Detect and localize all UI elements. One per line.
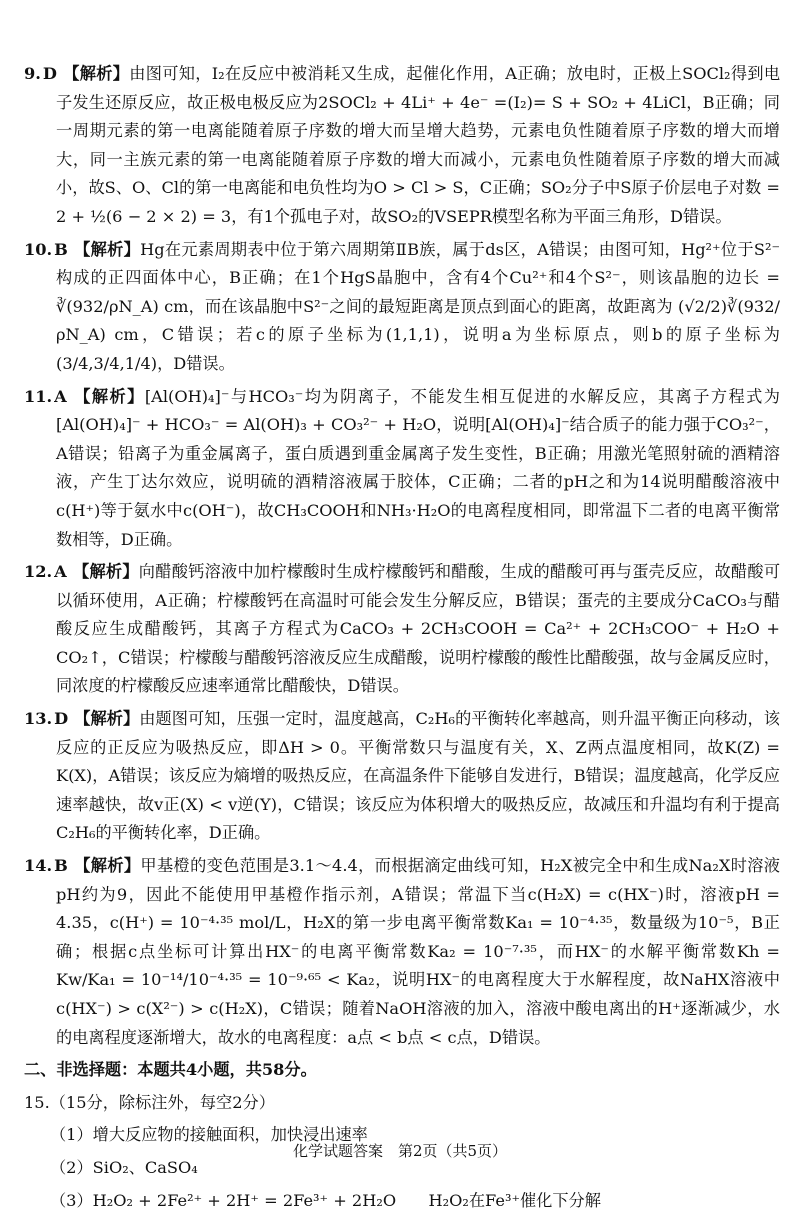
question-15-answer-3: （3）H₂O₂ + 2Fe²⁺ + 2H⁺ = 2Fe³⁺ + 2H₂O H₂O₂在Fe³⁺催化下分解 — [50, 1190, 601, 1210]
answer-letter: A — [54, 386, 67, 406]
question-13-explanation — [24, 705, 780, 848]
section-title: 二、非选择题：本题共4小题，共58分。 — [24, 1060, 317, 1080]
question-number: 10. — [24, 239, 53, 259]
analysis-tag: 【解析】 — [73, 239, 141, 259]
question-number: 9. — [24, 64, 41, 83]
answer-letter: A — [54, 562, 67, 582]
question-number: 14. — [24, 856, 53, 876]
analysis-tag: 【解析】 — [72, 386, 145, 406]
analysis-tag: 【解析】 — [62, 64, 130, 83]
question-14-explanation — [24, 852, 780, 1052]
analysis-tag: 【解析】 — [72, 562, 139, 582]
explanation-text: 向醋酸钙溶液中加柠檬酸时生成柠檬酸钙和醋酸，生成的醋酸可再与蛋壳反应，故醋酸可以循环使用，A正确；柠檬酸钙在高温时可能会发生分解反应，B错误；蛋壳的主要成分CaCO₃与醋酸反应生成醋酸钙，其离子方程式为CaCO₃ + 2CH₃COOH = Ca²⁺ + 2CH₃COO⁻ + H₂O + CO₂↑，C错误；柠檬酸与醋酸钙溶液反应生成醋酸，说明柠檬酸的酸性比醋酸强，故与金属反应时，同浓度的柠檬酸反应速率通常比醋酸快，D错误。 — [56, 562, 781, 696]
question-15-header: 15.（15分，除标注外，每空2分） — [24, 1092, 275, 1112]
question-number: 13. — [24, 709, 53, 729]
question-number: 11. — [24, 386, 53, 406]
explanation-text: 甲基橙的变色范围是3.1～4.4，而根据滴定曲线可知，H₂X被完全中和生成Na₂X时溶液pH约为9，因此不能使用甲基橙作指示剂，A错误；常温下当c(H₂X) = c(HX⁻)时，溶液pH = 4.35，c(H⁺) = 10⁻⁴·³⁵ mol/L，H₂X的第一步电离平衡常数Ka₁ = 10⁻⁴·³⁵，数量级为10⁻⁵，B正确；根据c点坐标可计算出HX⁻的电离平衡常数Ka₂ = 10⁻⁷·³⁵，而HX⁻的水解平衡常数Kh = Kw/Ka₁ = 10⁻¹⁴/10⁻⁴·³⁵ = 10⁻⁹·⁶⁵ < Ka₂，说明HX⁻的电离程度大于水解程度，故NaHX溶液中c(HX⁻) > c(X²⁻) > c(H₂X)，C错误；随着NaOH溶液的加入，溶液中酸电离出的H⁺逐渐减少，水的电离程度逐渐增大，故水的电离程度：a点 < b点 < c点，D错误。 — [56, 856, 780, 1047]
explanation-text: [Al(OH)₄]⁻与HCO₃⁻均为阴离子，不能发生相互促进的水解反应，其离子方程式为[Al(OH)₄]⁻ + HCO₃⁻ = Al(OH)₃ + CO₃²⁻ + H₂O，说明[Al(OH)₄]⁻结合质子的能力强于CO₃²⁻，A错误；铅离子为重金属离子，蛋白质遇到重金属离子发生变性，B正确；用激光笔照射硫的酒精溶液，产生丁达尔效应，说明硫的酒精溶液属于胶体，C正确；二者的pH之和为14说明醋酸溶液中c(H⁺)等于氨水中c(OH⁻)，故CH₃COOH和NH₃·H₂O的电离程度相同，即常温下二者的电离平衡常数相等，D正确。 — [56, 386, 780, 549]
question-10-explanation — [24, 236, 780, 379]
explanation-text: 由图可知，I₂在反应中被消耗又生成，起催化作用，A正确；放电时，正极上SOCl₂得到电子发生还原反应，故正极电极反应为2SOCl₂ + 4Li⁺ + 4e⁻ =(I₂)= S + SO₂ + 4LiCl，B正确；同一周期元素的第一电离能随着原子序数的增大而呈增大趋势，元素电负性随着原子序数的增大而增大，同一主族元素的第一电离能随着原子序数的增大而减小，元素电负性随着原子序数的增大而减小，故S、O、Cl的第一电离能和电负性均为O > Cl > S，C正确；SO₂分子中S原子价层电子对数 = 2 + ½(6 − 2 × 2) = 3，有1个孤电子对，故SO₂的VSEPR模型名称为平面三角形，D错误。 — [56, 64, 781, 226]
question-11-explanation — [24, 383, 780, 555]
explanation-text: Hg在元素周期表中位于第六周期第ⅡB族，属于ds区，A错误；由图可知，Hg²⁺位于S²⁻构成的正四面体中心，B正确；在1个HgS晶胞中，含有4个Cu²⁺和4个S²⁻，则该晶胞的边长 = ∛(932/ρN_A) cm，而在该晶胞中S²⁻之间的最短距离是顶点到面心的距离，故距离为 (√2/2)∛(932/ρN_A) cm，C错误；若c的原子坐标为(1,1,1)，说明a为坐标原点，则b的原子坐标为(3/4,3/4,1/4)，D错误。 — [56, 239, 780, 373]
answer-content — [24, 60, 780, 1215]
analysis-tag: 【解析】 — [74, 709, 140, 729]
question-number: 12. — [24, 562, 53, 582]
question-15-answer-1: （1）增大反应物的接触面积，加快浸出速率 — [50, 1125, 368, 1145]
answer-letter: D — [54, 709, 69, 729]
explanation-text: 由题图可知，压强一定时，温度越高，C₂H₆的平衡转化率越高，则升温平衡正向移动，该反应的正反应为吸热反应，即ΔH > 0。平衡常数只与温度有关，X、Z两点温度相同，故K(Z) = K(X)，A错误；该反应为熵增的吸热反应，在高温条件下能够自发进行，B错误；温度越高，化学反应速率越快，故v正(X) < v逆(Y)，C错误；该反应为体积增大的吸热反应，故减压和升温均有利于提高C₂H₆的平衡转化率，D正确。 — [56, 709, 780, 843]
page-footer: 化学试题答案 第2页（共5页） — [292, 1142, 508, 1160]
answer-letter: B — [54, 856, 68, 876]
answer-letter: B — [54, 239, 68, 259]
question-9-explanation — [24, 60, 780, 232]
question-15-answer-2: （2）SiO₂、CaSO₄ — [50, 1157, 198, 1177]
answer-letter: D — [42, 64, 57, 83]
analysis-tag: 【解析】 — [73, 856, 141, 876]
question-12-explanation — [24, 558, 780, 701]
